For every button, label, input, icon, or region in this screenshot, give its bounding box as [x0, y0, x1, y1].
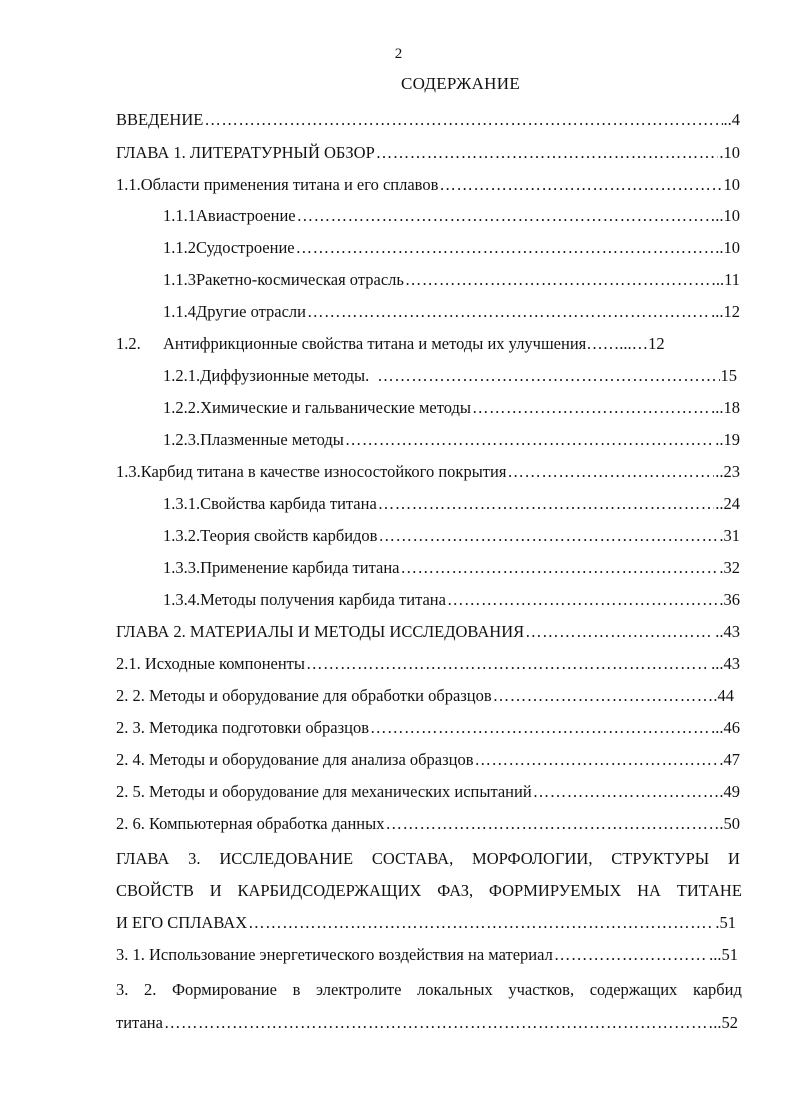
word: Формирование: [172, 980, 277, 999]
word: КАРБИДСОДЕРЖАЩИХ: [237, 881, 422, 900]
toc-leader-dots: [378, 491, 714, 517]
toc-title: СОДЕРЖАНИЕ: [400, 74, 521, 93]
toc-entry-title: титана: [116, 1013, 163, 1032]
toc-entry-2-2: [116, 683, 734, 709]
toc-entry-title: Применение карбида титана: [200, 558, 400, 577]
toc-leader-dots: [493, 683, 713, 709]
toc-entry-title: Свойства карбида титана: [200, 494, 377, 513]
toc-chapter-3-line-3: [116, 910, 736, 936]
toc-leader-dots: [297, 203, 715, 229]
toc-entry-title: Методы получения карбида титана: [200, 590, 446, 609]
toc-entry-number: 1.2.2.: [163, 398, 201, 417]
page-number: 2: [394, 46, 403, 62]
word: СВОЙСТВ: [116, 881, 194, 900]
toc-entry-page: .36: [719, 590, 740, 609]
toc-leader-dots: [401, 555, 719, 581]
toc-entry-page: ..43: [715, 622, 740, 641]
toc-entry-1-1-2: [163, 235, 740, 261]
toc-leader-dots: [385, 811, 718, 837]
word: 3.: [188, 849, 201, 868]
word: локальных: [417, 980, 493, 999]
toc-leader-dots: [370, 715, 710, 741]
toc-entry-title: 2. 6. Компьютерная обработка данных: [116, 814, 385, 833]
toc-entry-number: 1.2.: [116, 334, 141, 353]
toc-entry-title: ГЛАВА 1. ЛИТЕРАТУРНЫЙ ОБЗОР: [116, 143, 375, 162]
toc-chapter-3-line-2: [116, 878, 742, 904]
toc-entry-page: ..10: [715, 206, 740, 225]
toc-entry-page: ..10: [715, 238, 740, 257]
toc-leader-dots: [248, 910, 714, 936]
toc-entry-2-4: [116, 747, 740, 773]
toc-entry-title: 2.1. Исходные компоненты: [116, 654, 305, 673]
toc-entry-page: .51: [715, 913, 736, 932]
toc-entry-page: .50: [719, 814, 740, 833]
toc-entry-chapter-1: [116, 140, 740, 166]
toc-entry-page: ...12: [711, 302, 740, 321]
toc-entry-title: Авиастроение: [196, 206, 296, 225]
toc-entry-title: Другие отрасли: [196, 302, 306, 321]
word: в: [292, 980, 301, 999]
toc-entry-title: Судостроение: [196, 238, 295, 257]
toc-entry-title: 2. 2. Методы и оборудование для обработки образцов: [116, 686, 492, 705]
toc-entry-page: 15: [720, 366, 737, 385]
toc-entry-1-3-3: [163, 555, 740, 581]
toc-entry-title: ВВЕДЕНИЕ: [116, 110, 204, 129]
word: И: [209, 881, 222, 900]
toc-entry-page: ..52: [713, 1013, 738, 1032]
toc-entry-1-3-4: [163, 587, 740, 613]
word: ИССЛЕДОВАНИЕ: [219, 849, 354, 868]
toc-entry-page: .47: [719, 750, 740, 769]
toc-entry-number: 1.3.4.: [163, 590, 201, 609]
toc-entry-title: Диффузионные методы.: [200, 366, 370, 385]
toc-entry-number: 1.1.3: [163, 270, 196, 289]
toc-entry-title: 3. 1. Использование энергетического воздействия на материал: [116, 945, 553, 964]
toc-entry-3-1: [116, 942, 738, 968]
toc-entry-number: 1.1.1: [163, 206, 196, 225]
toc-leader-dots: [306, 651, 710, 677]
toc-leader-dots: [345, 427, 714, 453]
toc-entry-page: ..24: [715, 494, 740, 513]
toc-leader-dots: [439, 172, 722, 198]
word: 2.: [144, 980, 157, 999]
toc-entry-title: 2. 3. Методика подготовки образцов: [116, 718, 369, 737]
word: ТИТАНЕ: [676, 881, 742, 900]
toc-entry-title: ГЛАВА 2. МАТЕРИАЛЫ И МЕТОДЫ ИССЛЕДОВАНИЯ: [116, 622, 525, 641]
toc-entry-page: 10: [723, 175, 740, 194]
word: карбид: [692, 980, 742, 999]
toc-entry-number: 1.3.: [116, 462, 141, 481]
toc-entry-title: 2. 5. Методы и оборудование для механических испытаний: [116, 782, 532, 801]
toc-entry-title: Антифрикционные свойства титана и методы их улучшения: [163, 334, 587, 353]
toc-entry-page: ..11: [715, 270, 740, 289]
toc-entry-title: Области применения титана и его сплавов: [140, 175, 439, 194]
word: НА: [637, 881, 661, 900]
toc-entry-1-2-3: [163, 427, 740, 453]
toc-entry-number: 1.3.1.: [163, 494, 201, 513]
toc-entry-1-2-2: [163, 395, 740, 421]
toc-entry-title: Плазменные методы: [200, 430, 344, 449]
word: 3.: [116, 980, 129, 999]
toc-leader-dots: [378, 523, 718, 549]
toc-leader-dots: [472, 395, 710, 421]
toc-entry-2-3: [116, 715, 740, 741]
toc-entry-number: 1.2.1.: [163, 366, 201, 385]
toc-leader-dots: [533, 779, 719, 805]
toc-leader-dots: [164, 1010, 712, 1036]
toc-entry-title: Карбид титана в качестве износостойкого покрытия: [140, 462, 507, 481]
toc-entry-2-6: [116, 811, 740, 837]
toc-entry-1-1-4: [163, 299, 740, 325]
toc-entry-page: ...43: [711, 654, 740, 673]
toc-entry-number: 1.1.: [116, 175, 141, 194]
toc-entry-1-1: [116, 172, 740, 198]
toc-entry-page: ..4: [723, 110, 740, 129]
toc-entry-1-2-1: [163, 363, 737, 389]
toc-entry-number: 1.3.2.: [163, 526, 201, 545]
toc-entry-intro: [116, 107, 740, 133]
toc-entry-2-5: [116, 779, 740, 805]
toc-entry-3-2-line-1: [116, 977, 742, 1003]
word: ГЛАВА: [116, 849, 170, 868]
toc-leader-dots: [377, 363, 719, 389]
toc-leader-dots: [475, 747, 719, 773]
toc-entry-chapter-2: [116, 619, 740, 645]
toc-entry-1-1-1: [163, 203, 740, 229]
toc-leader-dots: [507, 459, 714, 485]
toc-entry-1-1-3: [163, 267, 740, 293]
toc-entry-number: 1.1.2: [163, 238, 196, 257]
toc-leader-dots: [204, 107, 722, 133]
toc-entry-page: ..23: [715, 462, 740, 481]
toc-entry-1-2: [116, 331, 740, 357]
toc-entry-title: Химические и гальванические методы: [200, 398, 471, 417]
toc-entry-number: 1.3.3.: [163, 558, 201, 577]
toc-entry-2-1: [116, 651, 740, 677]
toc-leader-dots: [296, 235, 715, 261]
toc-entry-1-3-1: [163, 491, 740, 517]
word: содержащих: [589, 980, 678, 999]
toc-leader-dots: [525, 619, 714, 645]
toc-entry-title: И ЕГО СПЛАВАХ: [116, 913, 248, 932]
toc-entry-title: Теория свойств карбидов: [200, 526, 378, 545]
toc-entry-1-3: [116, 459, 740, 485]
toc-entry-number: 1.1.4: [163, 302, 196, 321]
toc-leader-dots: [376, 140, 719, 166]
toc-entry-page: ...46: [711, 718, 740, 737]
word: И: [728, 849, 740, 868]
toc-entry-page: .10: [719, 143, 740, 162]
toc-entry-page: ...51: [709, 945, 738, 964]
toc-leader-dots: [405, 267, 715, 293]
toc-leader-dots: [554, 942, 708, 968]
toc-entry-3-2-line-2: [116, 1010, 738, 1036]
toc-leader-dots: [447, 587, 718, 613]
toc-entry-page: ……...…12: [586, 334, 665, 353]
toc-entry-page: .32: [719, 558, 740, 577]
word: СТРУКТУРЫ: [611, 849, 710, 868]
toc-chapter-3-line-1: [116, 846, 740, 872]
word: ФОРМИРУЕМЫХ: [488, 881, 622, 900]
toc-entry-title: 2. 4. Методы и оборудование для анализа образцов: [116, 750, 474, 769]
toc-entry-page: .31: [719, 526, 740, 545]
word: МОРФОЛОГИИ,: [472, 849, 593, 868]
toc-entry-number: 1.2.3.: [163, 430, 201, 449]
toc-entry-title: Ракетно-космическая отрасль: [196, 270, 404, 289]
toc-entry-page: .49: [719, 782, 740, 801]
toc-leader-dots: [307, 299, 710, 325]
word: участков,: [508, 980, 575, 999]
word: ФАЗ,: [437, 881, 474, 900]
toc-entry-page: ..19: [715, 430, 740, 449]
toc-entry-1-3-2: [163, 523, 740, 549]
toc-entry-page: .44: [713, 686, 734, 705]
toc-entry-page: ...18: [711, 398, 740, 417]
word: СОСТАВА,: [371, 849, 454, 868]
word: электролите: [316, 980, 402, 999]
